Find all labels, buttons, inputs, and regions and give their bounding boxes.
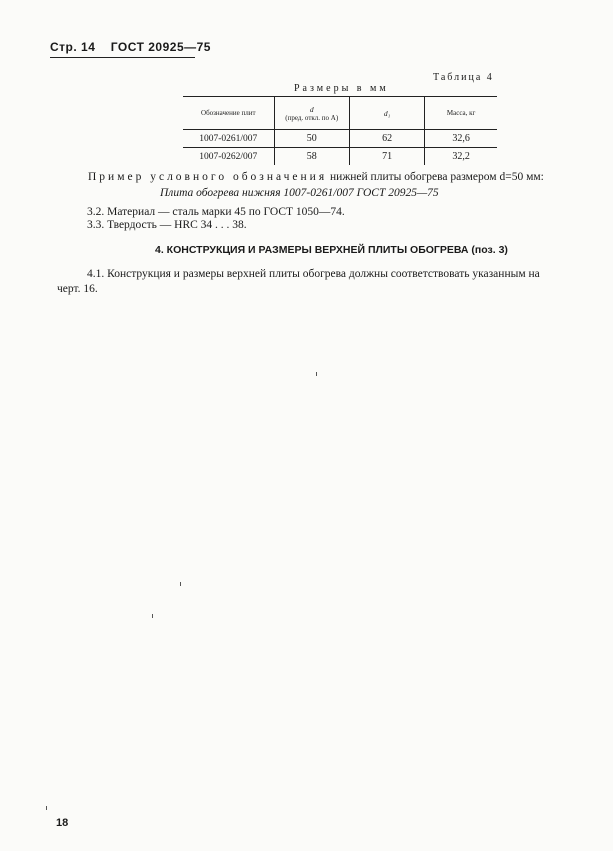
standard-number: ГОСТ 20925—75: [110, 40, 211, 54]
table-caption: Таблица 4: [433, 72, 494, 83]
col-header-d1: [349, 97, 424, 130]
col-symbol-d1: d₁: [383, 108, 391, 118]
clause-3-2: 3.2. Материал — сталь марки 45 по ГОСТ 1050—74.: [87, 206, 345, 218]
table-row: [183, 148, 497, 166]
table-cell: 58: [274, 148, 349, 166]
example-designation: Плита обогрева нижняя 1007-0261/007 ГОСТ 20925—75: [160, 187, 439, 199]
scan-speck: [180, 582, 181, 586]
scan-speck: [316, 372, 317, 376]
example-intro-spaced: Пример условного обозначения: [88, 171, 328, 183]
section-4-heading: 4. КОНСТРУКЦИЯ И РАЗМЕРЫ ВЕРХНЕЙ ПЛИТЫ ОБОГРЕВА (поз. 3): [155, 244, 508, 256]
example-intro: [88, 171, 544, 183]
table-cell: 71: [349, 148, 424, 166]
table-cell: 32,2: [425, 148, 497, 166]
page-header: [50, 40, 211, 54]
table-cell: 50: [274, 130, 349, 148]
page-number: 18: [56, 817, 69, 829]
col-header-designation: Обозначение плит: [183, 97, 274, 130]
clause-4-1-line2: черт. 16.: [57, 283, 98, 295]
col-symbol-d: d: [309, 104, 314, 114]
col-label-d: (пред. откл. по A): [285, 113, 339, 122]
scan-speck: [46, 806, 47, 810]
table-cell: 62: [349, 130, 424, 148]
table-cell: 1007-0261/007: [183, 130, 274, 148]
table-subtitle: Размеры в мм: [294, 83, 389, 94]
col-header-mass: Масса, кг: [425, 97, 497, 130]
dimensions-table: [183, 96, 497, 165]
header-rule: [50, 57, 195, 58]
table-header-row: [183, 97, 497, 130]
table-cell: 32,6: [425, 130, 497, 148]
clause-4-1-line1: 4.1. Конструкция и размеры верхней плиты обогрева должны соответствовать указанным на: [87, 268, 540, 280]
example-intro-rest: нижней плиты обогрева размером d=50 мм:: [330, 171, 544, 183]
scan-speck: [152, 614, 153, 618]
table-row: [183, 130, 497, 148]
col-header-d: [274, 97, 349, 130]
page-label: Стр. 14: [50, 40, 96, 54]
clause-3-3: 3.3. Твердость — HRC 34 . . . 38.: [87, 219, 247, 231]
table-cell: 1007-0262/007: [199, 151, 258, 162]
